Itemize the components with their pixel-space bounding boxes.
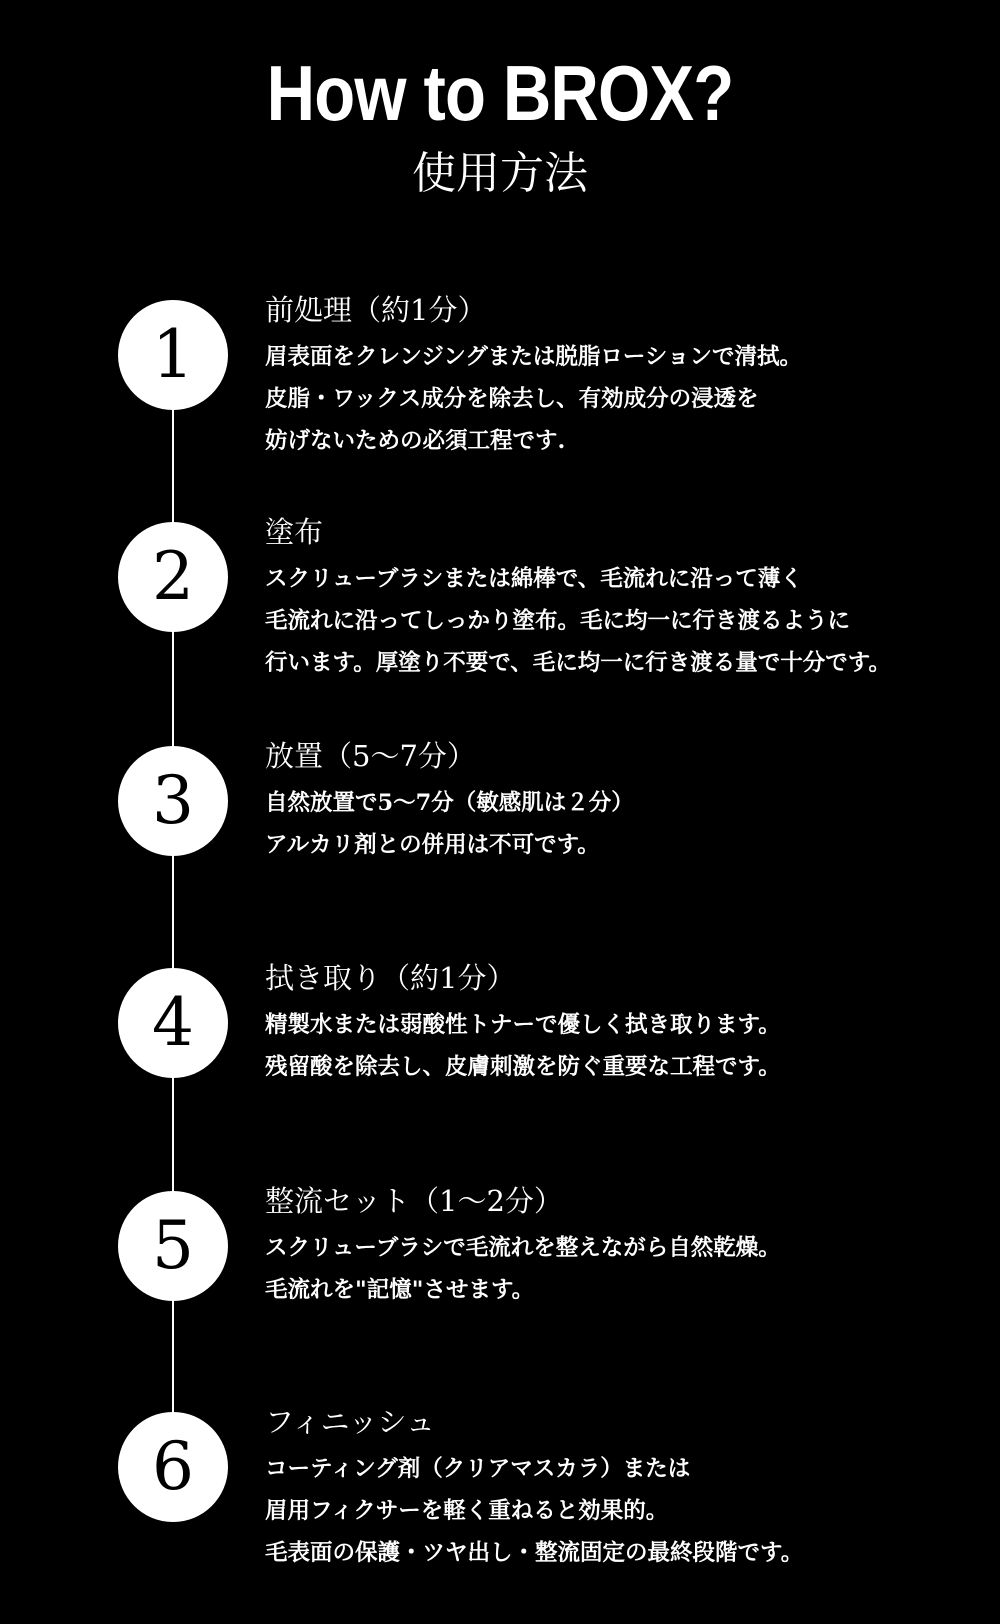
step-line: アルカリ剤との併用は不可です。 bbox=[265, 832, 600, 858]
step-line: 毛流れを"記憶"させます。 bbox=[265, 1277, 535, 1303]
page-subtitle: 使用方法 bbox=[412, 148, 588, 199]
step-line: 毛流れに沿ってしっかり塗布。毛に均一に行き渡るように bbox=[265, 608, 851, 634]
step-title: 前処理（約1分） bbox=[265, 293, 487, 327]
step-number-circle: 4 bbox=[118, 968, 228, 1078]
header bbox=[0, 40, 1000, 199]
step-line: スクリューブラシまたは綿棒で、毛流れに沿って薄く bbox=[265, 566, 803, 592]
step-description bbox=[265, 782, 990, 866]
step-number-circle: 1 bbox=[118, 300, 228, 410]
step-line: 自然放置で5〜7分（敏感肌は２分） bbox=[265, 790, 634, 816]
step-number-circle: 2 bbox=[118, 522, 228, 632]
step-title: 整流セット（1〜2分） bbox=[265, 1184, 563, 1218]
step-number-circle: 3 bbox=[118, 746, 228, 856]
step-description bbox=[265, 558, 990, 684]
step-text bbox=[265, 1402, 990, 1574]
step-title: 放置（5〜7分） bbox=[265, 739, 476, 773]
page-title: How to BROX? bbox=[266, 49, 734, 137]
step-line: 眉表面をクレンジングまたは脱脂ローションで清拭。 bbox=[265, 344, 802, 370]
step-text bbox=[265, 958, 990, 1088]
step-description bbox=[265, 1448, 990, 1574]
step-title: 拭き取り（約1分） bbox=[265, 961, 516, 995]
step-line: 行います。厚塗り不要で、毛に均一に行き渡る量で十分です。 bbox=[265, 650, 891, 676]
step-text bbox=[265, 736, 990, 866]
step-description bbox=[265, 1227, 990, 1311]
step-title: 塗布 bbox=[265, 515, 324, 549]
step-number-circle: 6 bbox=[118, 1412, 228, 1522]
step-line: 残留酸を除去し、皮膚刺激を防ぐ重要な工程です。 bbox=[265, 1054, 781, 1080]
step-line: スクリューブラシで毛流れを整えながら自然乾燥。 bbox=[265, 1235, 781, 1261]
step-text bbox=[265, 290, 990, 462]
step-description bbox=[265, 1004, 990, 1088]
step-line: 皮脂・ワックス成分を除去し、有効成分の浸透を bbox=[265, 386, 759, 412]
step-line: 妨げないための必須工程です. bbox=[265, 428, 566, 454]
step-line: 精製水または弱酸性トナーで優しく拭き取ります。 bbox=[265, 1012, 781, 1038]
step-line: コーティング剤（クリアマスカラ）または bbox=[265, 1456, 691, 1482]
step-line: 毛表面の保護・ツヤ出し・整流固定の最終段階です。 bbox=[265, 1540, 804, 1566]
step-number-circle: 5 bbox=[118, 1191, 228, 1301]
step-description bbox=[265, 336, 990, 462]
step-text bbox=[265, 512, 990, 684]
step-title: フィニッシュ bbox=[265, 1405, 435, 1439]
step-line: 眉用フィクサーを軽く重ねると効果的。 bbox=[265, 1498, 669, 1524]
step-text bbox=[265, 1181, 990, 1311]
